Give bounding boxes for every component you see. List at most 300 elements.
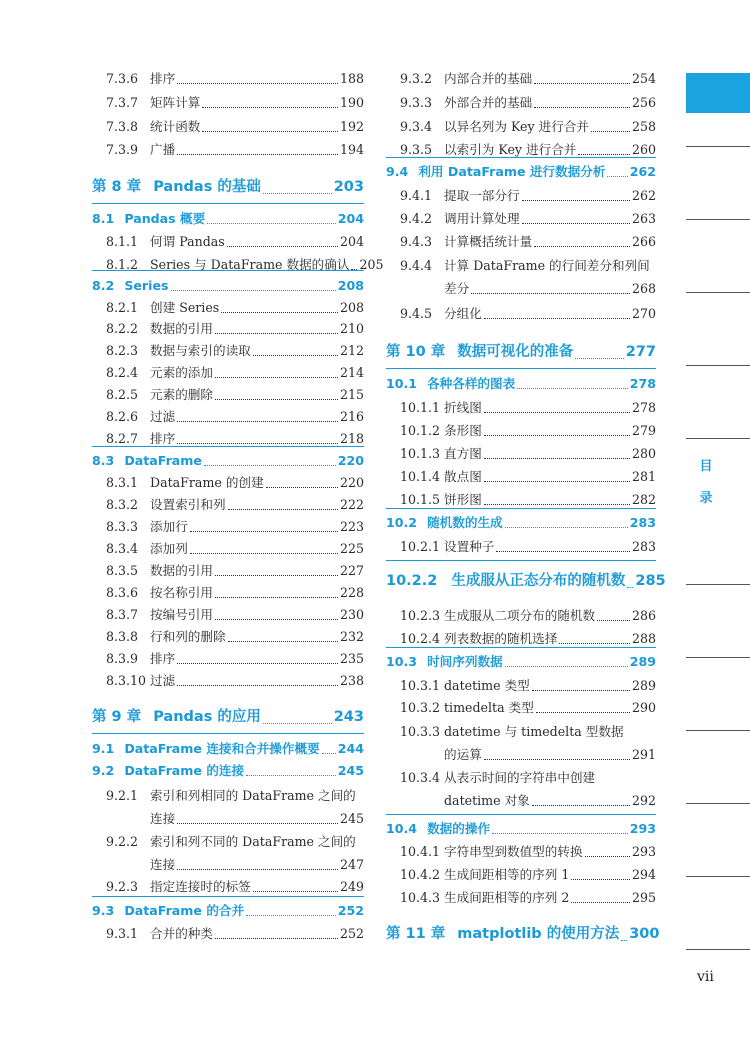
toc-entry-page: 227 — [339, 563, 364, 578]
toc-entry-page: 279 — [631, 423, 656, 438]
section-divider — [92, 733, 364, 734]
toc-entry-number: 8.3.9 — [106, 651, 139, 666]
toc-entry-page: 256 — [631, 95, 656, 110]
toc-entry-title-continued: 差分 — [444, 281, 470, 296]
toc-entry-title: Series 与 DataFrame 数据的确认 — [150, 257, 350, 272]
toc-entry-title: 元素的删除 — [150, 387, 213, 402]
toc-entry-title: datetime 与 timedelta 型数据 — [444, 724, 624, 739]
toc-section-entry[interactable] — [92, 740, 364, 758]
toc-subsection-entry[interactable] — [92, 141, 364, 159]
toc-entry-title: 矩阵计算 — [150, 95, 201, 110]
dot-leader — [246, 775, 336, 776]
toc-entry-page: 277 — [625, 344, 656, 360]
dot-leader — [492, 833, 628, 834]
toc-entry-page: 252 — [339, 926, 364, 941]
dot-leader — [177, 823, 338, 824]
toc-entry-title: 添加列 — [150, 541, 188, 556]
dot-leader — [496, 551, 630, 552]
toc-entry-page: 290 — [631, 700, 656, 715]
toc-entry-page: 260 — [631, 142, 656, 157]
tab-divider — [686, 365, 750, 366]
toc-entry-title: 外部合并的基础 — [444, 95, 533, 110]
toc-subsection-entry[interactable] — [92, 787, 364, 805]
toc-entry-page: 204 — [339, 234, 364, 249]
toc-entry-title: matplotlib 的使用方法 — [457, 926, 620, 942]
dot-leader — [534, 246, 630, 247]
toc-subsection-entry[interactable] — [386, 210, 656, 228]
toc-entry-title: DataFrame 的合并 — [124, 903, 245, 918]
toc-entry-number: 10.3.2 — [400, 700, 441, 715]
section-divider — [386, 157, 656, 158]
section-divider — [386, 560, 656, 561]
toc-subsection-entry[interactable] — [92, 672, 364, 690]
toc-entry-number: 7.3.6 — [106, 71, 139, 86]
toc-subsection-entry[interactable] — [92, 70, 364, 88]
toc-entry-title: 利用 DataFrame 进行数据分析 — [418, 164, 606, 179]
toc-entry-title: DataFrame 的创建 — [150, 475, 264, 490]
toc-entry-page: 218 — [339, 431, 364, 446]
tab-divider — [686, 438, 750, 439]
dot-leader — [484, 435, 630, 436]
toc-entry-number: 8.3.7 — [106, 607, 139, 622]
toc-subsection-entry[interactable] — [92, 342, 364, 360]
toc-subsection-entry[interactable] — [92, 833, 364, 851]
toc-entry-page: 262 — [629, 164, 656, 179]
toc-entry-title: 以索引为 Key 进行合并 — [444, 142, 577, 157]
toc-entry-title: 列表数据的随机选择 — [444, 631, 558, 646]
toc-entry-title: 索引和列相同的 DataFrame 之间的 — [150, 788, 356, 803]
dot-leader — [215, 377, 338, 378]
dot-leader — [505, 527, 628, 528]
toc-entry-page: 293 — [629, 821, 656, 836]
toc-entry-page: 244 — [337, 741, 364, 756]
dot-leader — [607, 176, 627, 177]
toc-entry-number: 9.3.1 — [106, 926, 139, 941]
toc-entry-number: 10.4.1 — [400, 844, 441, 859]
toc-entry-number: 9.2.2 — [106, 834, 139, 849]
toc-entry-page: 293 — [631, 844, 656, 859]
toc-entry-number: 8.1 — [92, 211, 115, 226]
toc-entry-page: 266 — [631, 234, 656, 249]
toc-subsection-entry[interactable] — [386, 70, 656, 88]
toc-section-entry[interactable] — [386, 820, 656, 838]
toc-entry-page: 243 — [333, 709, 364, 725]
toc-subsection-entry[interactable] — [92, 606, 364, 624]
toc-entry-title: 时间序列数据 — [427, 654, 503, 669]
toc-subsection-entry[interactable] — [386, 723, 656, 741]
section-divider — [92, 446, 364, 447]
toc-subsection-entry[interactable] — [92, 925, 364, 943]
toc-entry-page: 220 — [337, 453, 364, 468]
toc-subsection-entry[interactable] — [92, 628, 364, 646]
toc-entry-title: 设置种子 — [444, 539, 495, 554]
toc-entry-page: 223 — [339, 519, 364, 534]
toc-entry-page: 281 — [631, 469, 656, 484]
toc-entry-page: 204 — [337, 211, 364, 226]
toc-entry-page: 208 — [337, 278, 364, 293]
toc-entry-title: 随机数的生成 — [427, 515, 503, 530]
dot-leader — [559, 643, 630, 644]
dot-leader — [215, 399, 338, 400]
toc-entry-number: 7.3.7 — [106, 95, 139, 110]
toc-entry-number: 第 11 章 — [386, 926, 446, 942]
toc-subsection-entry[interactable] — [386, 769, 656, 787]
dot-leader — [484, 458, 630, 459]
toc-subsection-entry[interactable] — [92, 118, 364, 136]
toc-entry-title-continued: datetime 对象 — [444, 793, 530, 808]
toc-section-entry[interactable] — [92, 452, 364, 470]
toc-section-entry[interactable] — [386, 514, 656, 532]
toc-entry-title: Pandas 概要 — [124, 211, 206, 226]
dot-leader — [571, 879, 630, 880]
toc-entry-title: 排序 — [150, 431, 176, 446]
toc-entry-page: 210 — [339, 321, 364, 336]
dot-leader — [171, 290, 336, 291]
dot-leader — [534, 83, 630, 84]
toc-entry-title: 计算 DataFrame 的行间差分和列间 — [444, 258, 650, 273]
toc-entry-title: 统计函数 — [150, 119, 201, 134]
dot-leader — [263, 193, 332, 194]
toc-entry-title: 排序 — [150, 651, 176, 666]
toc-entry-number: 9.3.2 — [400, 71, 433, 86]
section-divider — [386, 368, 656, 369]
dot-leader — [522, 223, 630, 224]
toc-subsection-entry[interactable] — [92, 650, 364, 668]
toc-subsection-continuation[interactable] — [92, 810, 364, 828]
toc-entry-number: 9.4.4 — [400, 258, 433, 273]
toc-entry-page: 252 — [337, 903, 364, 918]
toc-subsection-entry[interactable] — [386, 843, 656, 861]
toc-entry-page: 285 — [635, 573, 666, 589]
toc-entry-number: 第 10 章 — [386, 344, 446, 360]
tab-divider — [686, 803, 750, 804]
toc-subsection-entry[interactable] — [386, 468, 656, 486]
toc-subsection-entry[interactable] — [92, 474, 364, 492]
tab-divider — [686, 730, 750, 731]
toc-entry-title: DataFrame 连接和合并操作概要 — [124, 741, 320, 756]
toc-entry-number: 10.2 — [386, 515, 418, 530]
toc-entry-page: 194 — [339, 142, 364, 157]
toc-subsection-entry[interactable] — [386, 118, 656, 136]
toc-subsection-entry[interactable] — [386, 630, 656, 648]
toc-subsection-entry[interactable] — [386, 491, 656, 509]
toc-entry-page: 300 — [629, 926, 660, 942]
toc-entry-number: 10.1.2 — [400, 423, 441, 438]
section-divider — [386, 647, 656, 648]
toc-subsection-entry[interactable] — [92, 584, 364, 602]
toc-entry-number: 8.3.5 — [106, 563, 139, 578]
toc-entry-title: 散点图 — [444, 469, 482, 484]
toc-subsection-entry[interactable] — [386, 422, 656, 440]
toc-entry-title: 设置索引和列 — [150, 497, 226, 512]
toc-entry-number: 10.1.1 — [400, 400, 441, 415]
dot-leader — [190, 531, 338, 532]
dot-leader — [202, 131, 338, 132]
toc-entry-title: 计算概括统计量 — [444, 234, 533, 249]
toc-entry-title: 指定连接时的标签 — [150, 879, 251, 894]
toc-entry-number: 8.1.2 — [106, 257, 139, 272]
toc-entry-page: 230 — [339, 607, 364, 622]
dot-leader — [532, 805, 630, 806]
toc-section-entry[interactable] — [92, 762, 364, 780]
toc-entry-page: 214 — [339, 365, 364, 380]
toc-subsection-entry[interactable] — [386, 699, 656, 717]
toc-subsection-entry[interactable] — [386, 677, 656, 695]
toc-subsection-entry[interactable] — [386, 233, 656, 251]
toc-subsection-entry[interactable] — [92, 562, 364, 580]
dot-leader — [536, 712, 630, 713]
dot-leader — [505, 666, 628, 667]
toc-entry-number: 8.2.2 — [106, 321, 139, 336]
toc-subsection-entry[interactable] — [92, 386, 364, 404]
section-divider — [92, 896, 364, 897]
toc-entry-title: 字符串型到数值型的转换 — [444, 844, 583, 859]
dot-leader — [207, 223, 335, 224]
toc-entry-page: 289 — [629, 654, 656, 669]
toc-subsection-entry[interactable] — [386, 889, 656, 907]
toc-entry-title: 生成间距相等的序列 1 — [444, 867, 570, 882]
toc-entry-number: 8.2.7 — [106, 431, 139, 446]
dot-leader — [215, 333, 338, 334]
toc-entry-title-continued: 的运算 — [444, 747, 482, 762]
toc-entry-page: 220 — [339, 475, 364, 490]
dot-leader — [215, 619, 338, 620]
toc-subsection-entry[interactable] — [386, 866, 656, 884]
toc-entry-page: 283 — [631, 539, 656, 554]
dot-leader — [471, 293, 630, 294]
toc-entry-number: 8.1.1 — [106, 234, 139, 249]
dot-leader — [517, 388, 627, 389]
tab-divider — [686, 292, 750, 293]
toc-chapter-entry[interactable] — [386, 923, 660, 945]
toc-subsection-continuation[interactable] — [386, 792, 656, 810]
toc-entry-page: 288 — [631, 631, 656, 646]
dot-leader — [177, 663, 338, 664]
toc-entry-title: 饼形图 — [444, 492, 482, 507]
toc-entry-title: 按编号引用 — [150, 607, 213, 622]
dot-leader — [532, 690, 630, 691]
toc-entry-page: 216 — [339, 409, 364, 424]
dot-leader — [228, 641, 338, 642]
toc-entry-number: 9.4.2 — [400, 211, 433, 226]
toc-entry-number: 8.3.10 — [106, 673, 147, 688]
toc-subsection-entry[interactable] — [386, 187, 656, 205]
toc-subsection-entry[interactable] — [386, 257, 656, 275]
toc-entry-page: 263 — [631, 211, 656, 226]
toc-entry-number: 8.3.6 — [106, 585, 139, 600]
toc-entry-page: 247 — [339, 857, 364, 872]
toc-subsection-entry[interactable] — [92, 878, 364, 896]
toc-entry-title: 提取一部分行 — [444, 188, 520, 203]
section-divider — [92, 270, 364, 271]
toc-section-entry[interactable] — [386, 163, 656, 181]
toc-entry-number: 8.2.4 — [106, 365, 139, 380]
toc-entry-number: 8.2.1 — [106, 300, 139, 315]
toc-entry-title: 内部合并的基础 — [444, 71, 533, 86]
toc-subsection-continuation[interactable] — [386, 746, 656, 764]
toc-entry-title: Pandas 的基础 — [153, 179, 261, 195]
toc-entry-title: 从表示时间的字符串中创建 — [444, 770, 596, 785]
dot-leader — [246, 915, 336, 916]
dot-leader — [578, 154, 630, 155]
toc-entry-title: 过滤 — [150, 409, 176, 424]
toc-subsection-continuation[interactable] — [92, 856, 364, 874]
dot-leader — [221, 312, 338, 313]
dot-leader — [597, 620, 630, 621]
toc-entry-title: datetime 类型 — [444, 678, 530, 693]
toc-subsection-entry[interactable] — [386, 445, 656, 463]
toc-section-entry[interactable] — [92, 210, 364, 228]
toc-chapter-entry[interactable] — [386, 341, 656, 363]
toc-entry-number: 10.1.3 — [400, 446, 441, 461]
toc-entry-title: 折线图 — [444, 400, 482, 415]
toc-entry-page: 212 — [339, 343, 364, 358]
toc-entry-number: 9.3.5 — [400, 142, 433, 157]
toc-subsection-entry[interactable] — [386, 305, 656, 323]
toc-subsection-entry[interactable] — [92, 94, 364, 112]
toc-entry-page: 289 — [631, 678, 656, 693]
toc-section-entry[interactable] — [386, 653, 656, 671]
section-divider — [92, 203, 364, 204]
toc-entry-title: 过滤 — [150, 673, 176, 688]
toc-entry-title: 行和列的删除 — [150, 629, 226, 644]
toc-section-entry[interactable] — [386, 570, 666, 592]
toc-entry-title: 各种各样的图表 — [427, 376, 516, 391]
toc-entry-number: 9.3.3 — [400, 95, 433, 110]
toc-entry-number: 8.2.5 — [106, 387, 139, 402]
toc-subsection-entry[interactable] — [386, 607, 656, 625]
toc-entry-title: 按名称引用 — [150, 585, 213, 600]
toc-section-entry[interactable] — [386, 375, 656, 393]
section-divider — [386, 814, 656, 815]
toc-entry-page: 188 — [339, 71, 364, 86]
dot-leader — [591, 131, 630, 132]
toc-entry-number: 10.2.4 — [400, 631, 441, 646]
toc-subsection-entry[interactable] — [386, 399, 656, 417]
toc-entry-page: 245 — [339, 811, 364, 826]
dot-leader — [575, 358, 623, 359]
toc-entry-title: DataFrame — [124, 453, 202, 468]
dot-leader — [253, 891, 338, 892]
toc-entry-page: 282 — [631, 492, 656, 507]
toc-entry-page: 249 — [339, 879, 364, 894]
dot-leader — [534, 107, 630, 108]
toc-entry-number: 8.3.1 — [106, 475, 139, 490]
dot-leader — [177, 421, 338, 422]
toc-entry-page: 228 — [339, 585, 364, 600]
toc-entry-title: 调用计算处理 — [444, 211, 520, 226]
toc-section-entry[interactable] — [92, 902, 364, 920]
toc-entry-page: 245 — [337, 763, 364, 778]
toc-entry-title: 排序 — [150, 71, 176, 86]
toc-entry-title: 广播 — [150, 142, 176, 157]
toc-entry-number: 9.4.3 — [400, 234, 433, 249]
toc-entry-title: 数据可视化的准备 — [457, 344, 574, 360]
toc-subsection-entry[interactable] — [386, 538, 656, 556]
toc-entry-number: 9.3.4 — [400, 119, 433, 134]
toc-section-entry[interactable] — [92, 277, 364, 295]
toc-entry-number: 8.2.3 — [106, 343, 139, 358]
toc-entry-title: 数据的操作 — [427, 821, 491, 836]
toc-entry-title: DataFrame 的连接 — [124, 763, 245, 778]
tab-divider — [686, 219, 750, 220]
toc-entry-page: 295 — [631, 890, 656, 905]
toc-subsection-entry[interactable] — [92, 299, 364, 317]
toc-entry-page: 208 — [339, 300, 364, 315]
toc-subsection-entry[interactable] — [386, 94, 656, 112]
toc-entry-page: 292 — [631, 793, 656, 808]
toc-subsection-entry[interactable] — [92, 518, 364, 536]
toc-subsection-entry[interactable] — [92, 256, 384, 274]
toc-subsection-entry[interactable] — [92, 364, 364, 382]
toc-entry-number: 10.3.3 — [400, 724, 441, 739]
toc-entry-page: 294 — [631, 867, 656, 882]
toc-entry-number: 10.4 — [386, 821, 418, 836]
toc-entry-page: 280 — [631, 446, 656, 461]
toc-chapter-entry[interactable] — [92, 176, 364, 198]
toc-entry-number: 10.2.3 — [400, 608, 441, 623]
toc-entry-number: 10.1 — [386, 376, 418, 391]
dot-leader — [177, 869, 338, 870]
toc-entry-number: 10.3.4 — [400, 770, 441, 785]
toc-entry-title: 添加行 — [150, 519, 188, 534]
toc-subsection-continuation[interactable] — [386, 280, 656, 298]
section-divider — [386, 508, 656, 509]
dot-leader — [190, 553, 338, 554]
toc-entry-number: 10.1.5 — [400, 492, 441, 507]
toc-subsection-entry[interactable] — [92, 408, 364, 426]
tab-divider — [686, 146, 750, 147]
toc-entry-number: 9.4 — [386, 164, 409, 179]
toc-entry-title: 数据与索引的读取 — [150, 343, 251, 358]
toc-entry-title: timedelta 类型 — [444, 700, 534, 715]
toc-entry-number: 9.2 — [92, 763, 115, 778]
dot-leader — [266, 487, 338, 488]
toc-entry-title: 直方图 — [444, 446, 482, 461]
toc-entry-title: Series — [124, 278, 169, 293]
dot-leader — [484, 481, 630, 482]
page-number: vii — [697, 969, 714, 985]
toc-entry-page: 232 — [339, 629, 364, 644]
toc-entry-page: 203 — [333, 179, 364, 195]
toc-subsection-entry[interactable] — [92, 233, 364, 251]
toc-entry-page: 270 — [631, 306, 656, 321]
side-label-char: 目 — [699, 459, 713, 474]
toc-subsection-entry[interactable] — [92, 320, 364, 338]
dot-leader — [484, 759, 630, 760]
dot-leader — [177, 443, 338, 444]
toc-entry-title: Pandas 的应用 — [153, 709, 261, 725]
dot-leader — [484, 412, 630, 413]
toc-entry-title: 以异名列为 Key 进行合并 — [444, 119, 589, 134]
toc-subsection-entry[interactable] — [92, 496, 364, 514]
toc-entry-number: 10.2.1 — [400, 539, 441, 554]
dot-leader — [202, 107, 338, 108]
toc-entry-title-continued: 连接 — [150, 811, 176, 826]
toc-entry-title: 生成服从二项分布的随机数 — [444, 608, 596, 623]
toc-entry-title: 索引和列不同的 DataFrame 之间的 — [150, 834, 356, 849]
dot-leader — [571, 902, 630, 903]
toc-entry-number: 10.3.1 — [400, 678, 441, 693]
toc-chapter-entry[interactable] — [92, 706, 364, 728]
toc-entry-number: 10.3 — [386, 654, 418, 669]
toc-entry-page: 235 — [339, 651, 364, 666]
toc-entry-number: 8.2 — [92, 278, 115, 293]
toc-entry-page: 222 — [339, 497, 364, 512]
toc-subsection-entry[interactable] — [92, 540, 364, 558]
toc-entry-page: 278 — [629, 376, 656, 391]
active-section-tab — [686, 73, 750, 113]
